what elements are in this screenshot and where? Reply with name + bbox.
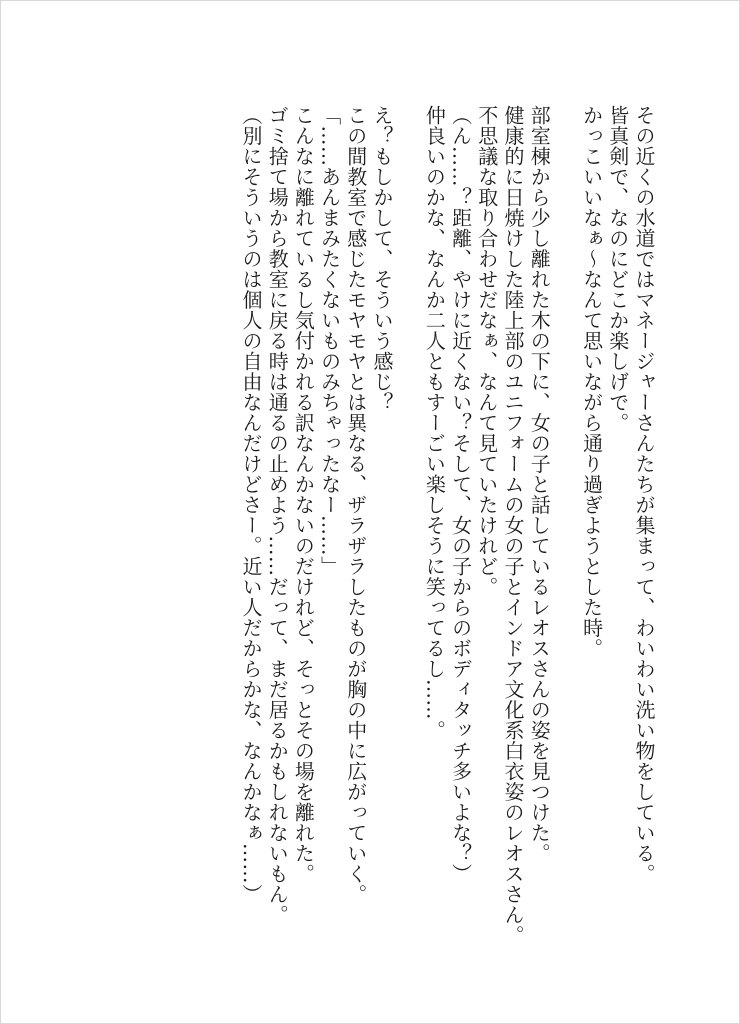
text-line-3: かっこいいなぁ〜なんて思いながら通り過ぎようとした時。 [579,105,604,659]
text-line-13: 「……あんまみたくないものみちゃったなー……」 [317,105,342,577]
text-line-15: ゴミ捨て場から教室に戻る時は通るの止めよう……だって、まだ居るかもしれないもん。 [265,105,290,925]
text-line-8: （ん……？距離、やけに近くない？そして、女の子からのボディタッチ多いよな？） [448,105,473,884]
text-line-11: え？もしかして、そういう感じ？ [370,105,394,413]
text-line-14: こんなに離れているし気付かれる訳なんかないのだけれど、そっとその場を離れた。 [291,105,316,884]
vertical-text-body [238,105,657,946]
text-line-16: （別にそういうのは個人の自由なんだけどさー。近い人だからかな、なんかなぁ……） [238,105,263,905]
text-line-7: 不思議な取り合わせだなぁ、なんて見ていたけれど。 [474,105,499,597]
blank-line [552,105,578,925]
text-line-1: その近くの水道ではマネージャーさんたちが集まって、わいわい洗い物をしている。 [632,105,656,884]
text-line-2: 皆真剣で、なのにどこか楽しげで。 [605,105,630,433]
text-line-12: この間教室で感じたモヤモヤとは異なる、ザラザラしたものが胸の中に広がっていく。 [343,105,368,905]
text-line-5: 部室棟から少し離れた木の下に、女の子と話しているレオスさんの姿を見つけた。 [527,105,552,864]
text-line-9: 仲良いのかな、なんか二人ともすーごい楽しそうに笑ってるし……。 [422,105,447,741]
blank-line [395,105,421,925]
text-line-6: 健康的に日焼けした陸上部のユニフォームの女の子とインドア文化系白衣姿のレオスさん。 [501,105,525,946]
